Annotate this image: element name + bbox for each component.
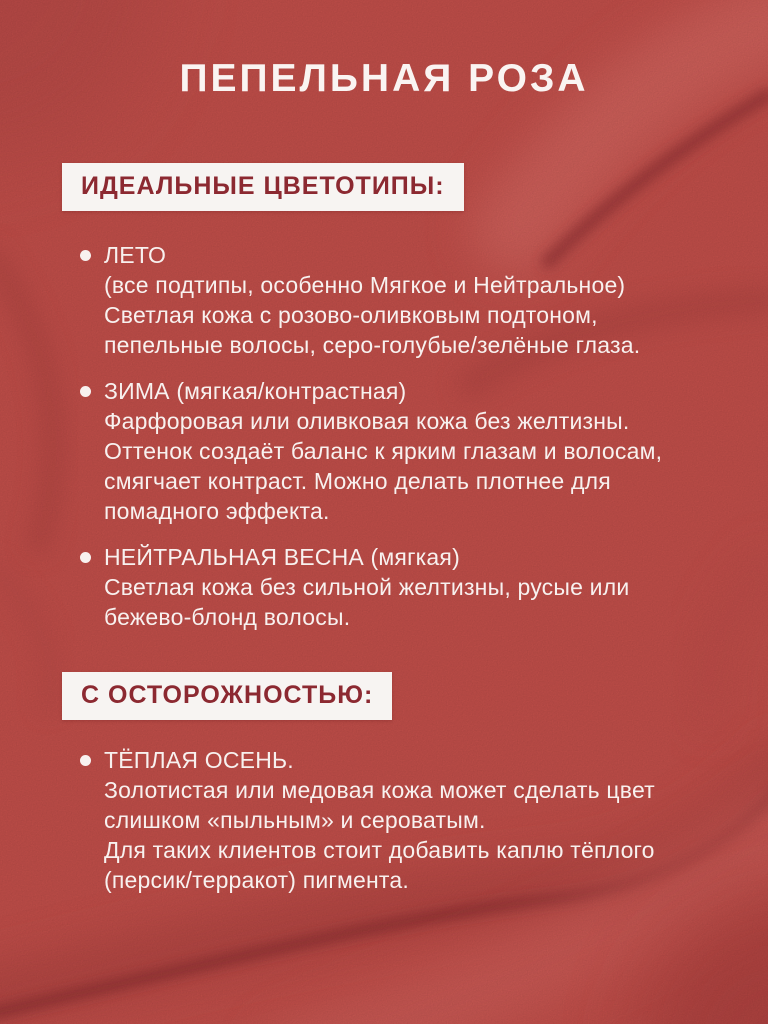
item-line: Золотистая или медовая кожа может сделать цвет [104, 777, 655, 803]
list-item-body [104, 376, 732, 526]
bullet-icon [80, 386, 91, 397]
item-line: (все подтипы, особенно Мягкое и Нейтральное) [104, 272, 626, 298]
list-item-body [104, 240, 732, 360]
with-caution-list [80, 745, 732, 911]
ideal-colortypes-list [80, 240, 732, 648]
bullet-icon [80, 250, 91, 261]
item-title: ЗИМА (мягкая/контрастная) [104, 378, 407, 404]
section-label-with-caution: С ОСТОРОЖНОСТЬЮ: [62, 672, 392, 720]
bullet-icon [80, 755, 91, 766]
item-line: Для таких клиентов стоит добавить каплю тёплого [104, 837, 655, 863]
item-title: ТЁПЛАЯ ОСЕНЬ. [104, 747, 294, 773]
item-line: Фарфоровая или оливковая кожа без желтизны. [104, 408, 630, 434]
page-title: ПЕПЕЛЬНАЯ РОЗА [179, 57, 589, 100]
item-line: бежево-блонд волосы. [104, 604, 351, 630]
item-title: ЛЕТО [104, 242, 167, 268]
item-line: (персик/терракот) пигмента. [104, 867, 409, 893]
item-line: Светлая кожа с розово-оливковым подтоном, [104, 302, 598, 328]
list-item-body [104, 542, 732, 632]
item-line: Оттенок создаёт баланс к ярким глазам и волосам, [104, 438, 663, 464]
item-line: Светлая кожа без сильной желтизны, русые или [104, 574, 630, 600]
section-label-ideal-colortypes: ИДЕАЛЬНЫЕ ЦВЕТОТИПЫ: [62, 163, 464, 211]
item-line: помадного эффекта. [104, 498, 330, 524]
item-title: НЕЙТРАЛЬНАЯ ВЕСНА (мягкая) [104, 544, 460, 570]
list-item-neutral-spring [80, 542, 732, 632]
item-line: смягчает контраст. Можно делать плотнее для [104, 468, 611, 494]
list-item-winter [80, 376, 732, 526]
bullet-icon [80, 552, 91, 563]
item-line: слишком «пыльным» и сероватым. [104, 807, 486, 833]
list-item-warm-autumn [80, 745, 732, 895]
list-item-summer [80, 240, 732, 360]
list-item-body [104, 745, 732, 895]
item-line: пепельные волосы, серо-голубые/зелёные глаза. [104, 332, 641, 358]
